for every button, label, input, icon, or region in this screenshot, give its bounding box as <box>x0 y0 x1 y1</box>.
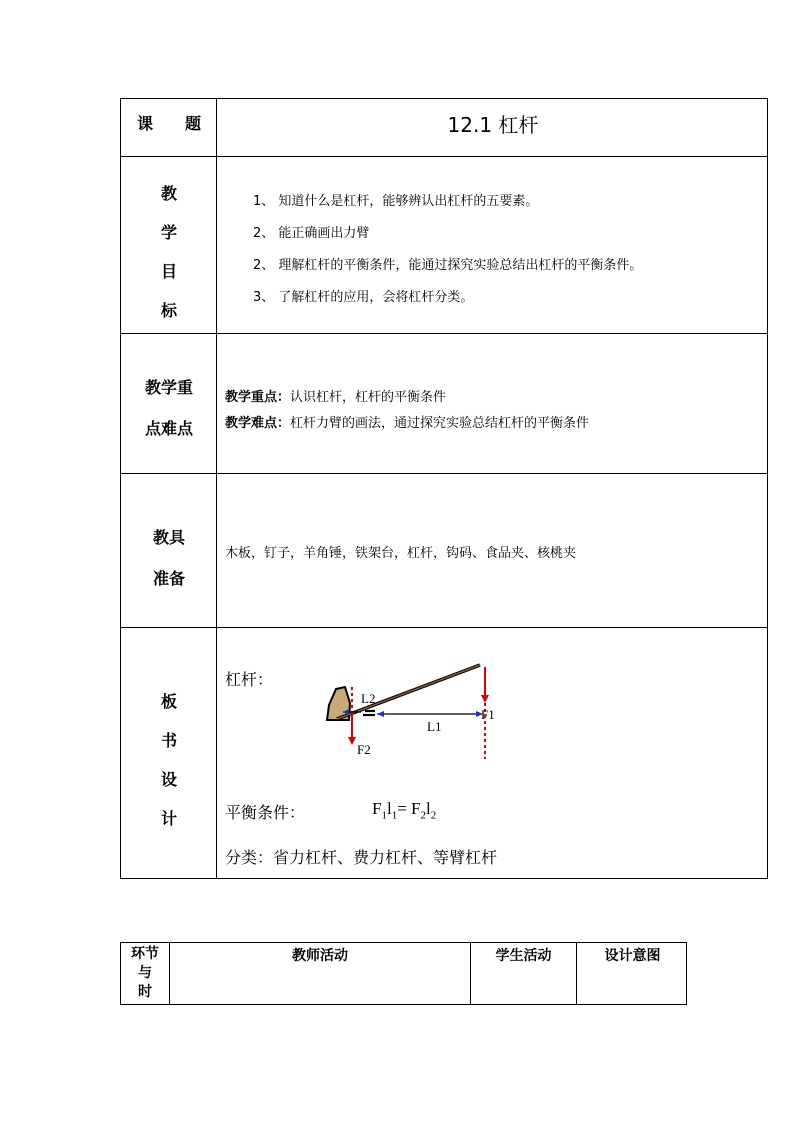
f1-label: F1 <box>481 707 495 722</box>
topic-label: 课 题 <box>136 114 201 133</box>
difficulty <box>225 412 589 431</box>
key-points-label-line: 点难点 <box>144 419 193 438</box>
board-label-char: 书 <box>160 731 177 750</box>
formula-sub: 1 <box>381 809 387 822</box>
row-divider <box>121 627 767 628</box>
row-divider <box>121 473 767 474</box>
formula-part: = F <box>397 799 421 818</box>
formula-sub: 1 <box>391 809 398 822</box>
row-divider <box>121 333 767 334</box>
header-stage-time-line: 环节 <box>131 946 159 962</box>
lever-title: 杠杆： <box>225 670 274 689</box>
objectives-label <box>121 181 217 321</box>
row-divider <box>121 156 767 157</box>
lever-diagram <box>317 657 507 761</box>
objective-item: 1、 知道什么是杠杆，能够辨认出杠杆的五要素。 <box>253 194 539 209</box>
header-student-activity: 学生活动 <box>495 948 552 964</box>
balance-label: 平衡条件： <box>225 803 306 822</box>
l1-arrowhead-left <box>377 711 384 717</box>
formula-sub: 2 <box>430 809 437 822</box>
topic-value: 12.1 杠杆 <box>447 113 539 137</box>
difficulty-text: 杠杆力臂的画法，通过探究实验总结杠杆的平衡条件 <box>290 416 590 431</box>
formula-part: l <box>426 799 431 818</box>
board-label <box>121 689 217 829</box>
formula-part: l <box>386 799 392 818</box>
board-label-char: 设 <box>160 770 177 789</box>
lesson-plan-table <box>120 98 768 879</box>
objective-item: 2、 能正确画出力臂 <box>253 226 370 241</box>
objective-item: 2、 理解杠杆的平衡条件，能通过探究实验总结出杠杆的平衡条件。 <box>253 258 643 273</box>
key-point <box>225 386 446 405</box>
board-label-char: 板 <box>160 692 177 711</box>
formula-part: F <box>372 799 382 818</box>
tools-label <box>121 525 217 589</box>
header-design-intent: 设计意图 <box>604 948 661 964</box>
objectives-label-char: 教 <box>160 184 177 203</box>
header-teacher-activity: 教师活动 <box>292 948 348 964</box>
key-point-text: 认识杠杆，杠杆的平衡条件 <box>290 390 447 405</box>
board-label-char: 计 <box>160 809 177 828</box>
l1-label: L1 <box>427 719 442 734</box>
classification: 分类：省力杠杆、费力杠杆、等臂杠杆 <box>225 848 498 867</box>
key-point-title: 教学重点： <box>225 390 291 405</box>
header-stage-time <box>121 945 169 1002</box>
objectives-label-char: 学 <box>160 223 177 242</box>
formula-sub: 2 <box>420 809 426 822</box>
f1-arrowhead <box>481 695 489 703</box>
l2-label: L2 <box>361 691 376 706</box>
objective-item: 3、 了解杠杆的应用，会将杠杆分类。 <box>253 290 474 305</box>
lever-rod-highlight <box>337 665 480 719</box>
difficulty-title: 教学难点： <box>225 416 291 431</box>
objectives-label-char: 目 <box>160 262 177 281</box>
tools-label-line: 准备 <box>152 569 185 588</box>
key-points-label <box>121 375 217 439</box>
f2-label: F2 <box>357 742 371 757</box>
tools-text: 木板，钉子，羊角锤，铁架台，杠杆，钩码、食品夹、核桃夹 <box>225 546 577 561</box>
header-stage-time-line: 时 <box>138 984 152 1000</box>
f2-arrowhead <box>348 737 356 745</box>
tools-label-line: 教具 <box>152 528 185 547</box>
header-stage-time-line: 与 <box>138 965 152 981</box>
balance-formula <box>372 799 436 821</box>
key-points-label-line: 教学重 <box>144 378 193 397</box>
activity-table <box>120 942 687 1005</box>
objectives-label-char: 标 <box>160 301 177 320</box>
